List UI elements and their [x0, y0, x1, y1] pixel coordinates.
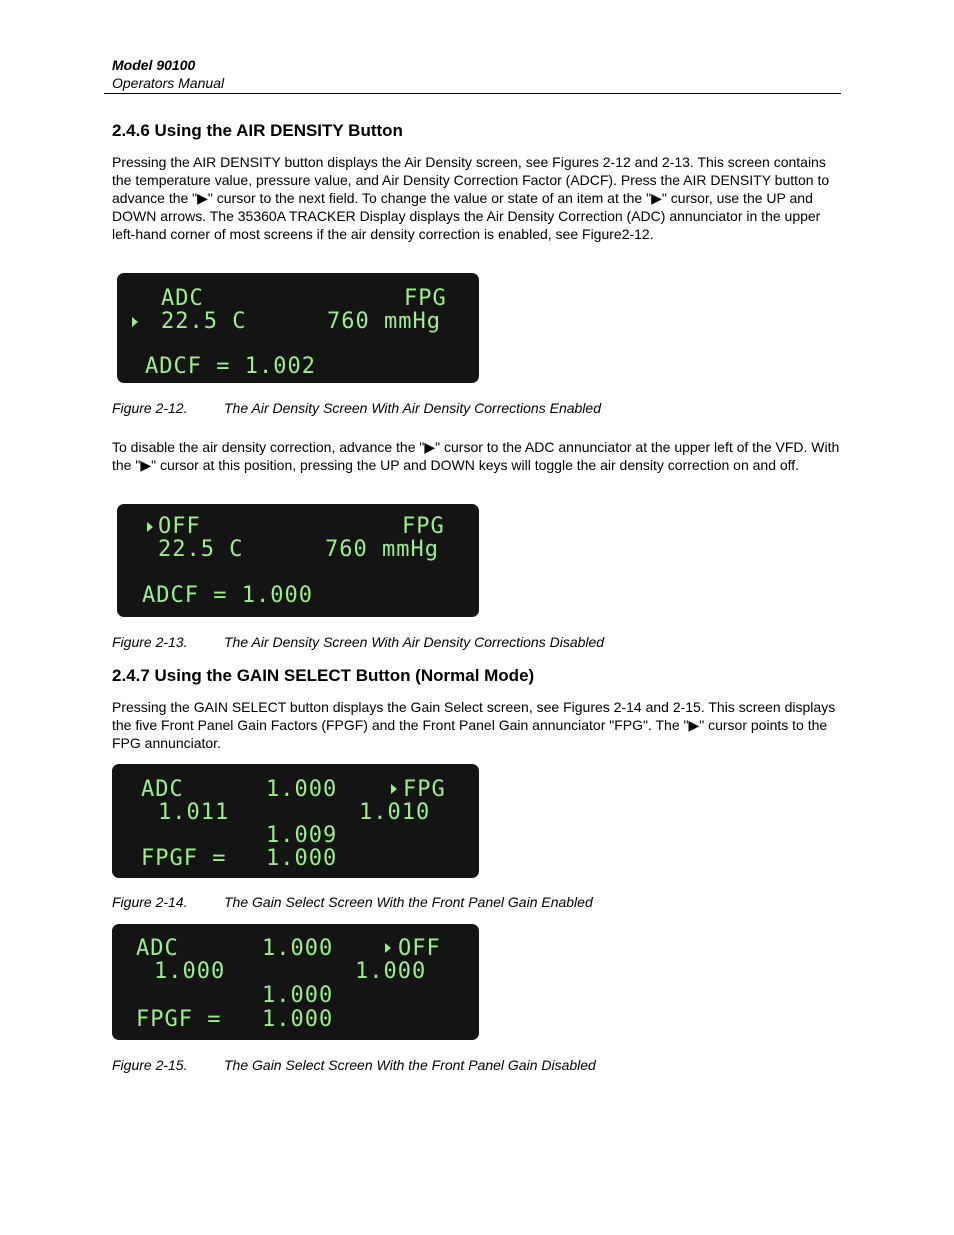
vfd-fpgf-label: FPGF = — [136, 1007, 222, 1032]
vfd-fpgf-value: 1.000 — [262, 1007, 334, 1032]
vfd-pressure: 760 mmHg — [327, 309, 441, 334]
vfd-fpg-annunciator: FPG — [404, 286, 447, 311]
figure-caption — [112, 893, 593, 911]
figure-title: The Gain Select Screen With the Front Panel Gain Enabled — [224, 894, 593, 910]
vfd-adc-annunciator: ADC — [136, 936, 179, 961]
cursor-arrow-icon — [385, 943, 391, 953]
vfd-off-annunciator: OFF — [158, 514, 201, 539]
vfd-adcf: ADCF = 1.002 — [145, 354, 316, 379]
model-title: Model 90100 — [112, 57, 196, 73]
vfd-pressure: 760 mmHg — [325, 537, 439, 562]
vfd-gain-value: 1.011 — [158, 800, 230, 825]
vfd-gain-value: 1.000 — [266, 777, 338, 802]
vfd-fpgf-value: 1.000 — [266, 846, 338, 871]
figure-caption — [112, 1056, 596, 1074]
vfd-adc-annunciator: ADC — [141, 777, 184, 802]
disable-paragraph: To disable the air density correction, advance the "▶" cursor to the ADC annunciator at the upper left of the VFD. With the "▶" cursor at this position, pressing the UP and DOWN keys will toggle the air density correction on and off. — [112, 439, 840, 473]
cursor-arrow-icon — [391, 784, 397, 794]
vfd-display-fig-2-12 — [117, 273, 479, 383]
figure-number: Figure 2-14. — [112, 894, 188, 910]
section-heading-gain-select: 2.4.7 Using the GAIN SELECT Button (Normal Mode) — [112, 666, 535, 685]
vfd-display-fig-2-15 — [112, 924, 479, 1040]
cursor-arrow-icon — [132, 317, 138, 327]
figure-title: The Air Density Screen With Air Density Corrections Disabled — [224, 634, 605, 650]
cursor-arrow-icon — [147, 522, 153, 532]
vfd-temperature: 22.5 C — [158, 537, 244, 562]
vfd-gain-value: 1.000 — [262, 936, 334, 961]
vfd-gain-value: 1.000 — [355, 959, 427, 984]
figure-number: Figure 2-12. — [112, 400, 188, 416]
vfd-display-fig-2-13 — [117, 504, 479, 617]
vfd-gain-value: 1.000 — [262, 983, 334, 1008]
vfd-fpg-annunciator: FPG — [402, 514, 445, 539]
vfd-gain-value: 1.000 — [154, 959, 226, 984]
header-rule — [104, 93, 841, 94]
section-heading-air-density: 2.4.6 Using the AIR DENSITY Button — [112, 121, 403, 140]
vfd-adc-annunciator: ADC — [161, 286, 204, 311]
vfd-gain-value: 1.009 — [266, 823, 338, 848]
vfd-off-annunciator: OFF — [398, 936, 441, 961]
vfd-temperature: 22.5 C — [161, 309, 247, 334]
vfd-gain-value: 1.010 — [359, 800, 431, 825]
vfd-display-fig-2-14 — [112, 764, 479, 878]
figure-title: The Air Density Screen With Air Density Corrections Enabled — [224, 400, 601, 416]
gain-select-paragraph: Pressing the GAIN SELECT button displays the Gain Select screen, see Figures 2-14 and 2-15. This screen displays the five Front Panel Gain Factors (FPGF) and the Front Panel Gain annunciator "FPG". The "▶" cursor points to the FPG annunciator. — [112, 699, 836, 751]
vfd-fpg-annunciator: FPG — [403, 777, 446, 802]
figure-caption — [112, 633, 604, 651]
manual-subtitle: Operators Manual — [112, 75, 225, 91]
figure-number: Figure 2-13. — [112, 634, 188, 650]
figure-caption — [112, 399, 601, 417]
air-density-paragraph: Pressing the AIR DENSITY button displays the Air Density screen, see Figures 2-12 and 2-13. This screen contains the temperature value, pressure value, and Air Density Correction Factor (ADCF). Press the AIR DENSITY button to advance the "▶" cursor to the next field. To change the value or state of an item at the "▶" cursor, use the UP and DOWN arrows. The 35360A TRACKER Display displays the Air Density Correction (ADC) annunciator in the upper left-hand corner of most screens if the air density correction is enabled, see Figure2-12. — [112, 154, 830, 242]
vfd-fpgf-label: FPGF = — [141, 846, 227, 871]
vfd-adcf: ADCF = 1.000 — [142, 583, 313, 608]
figure-title: The Gain Select Screen With the Front Panel Gain Disabled — [224, 1057, 596, 1073]
figure-number: Figure 2-15. — [112, 1057, 188, 1073]
page-header — [112, 56, 840, 92]
